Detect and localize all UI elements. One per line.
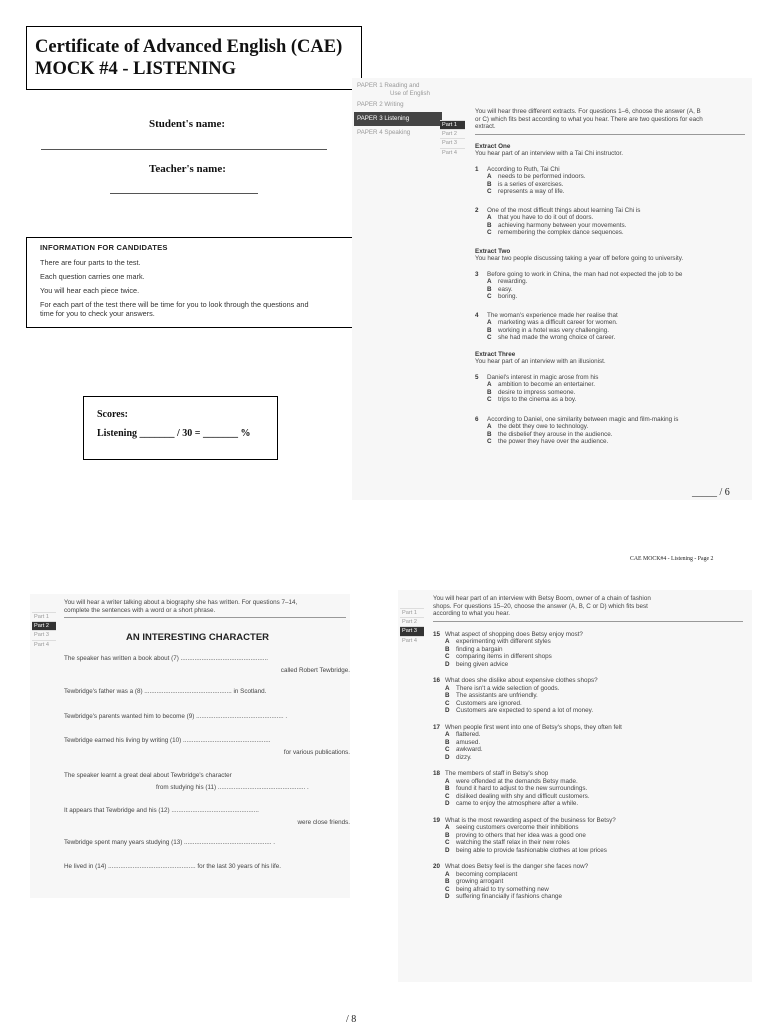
option: C boring. bbox=[487, 293, 518, 300]
question: 16 What does she dislike about expensive clothes shops? bbox=[433, 677, 598, 684]
info-heading: INFORMATION FOR CANDIDATES bbox=[40, 243, 168, 252]
part1-intro: or C) which fits best according to what you hear. There are two questions for each bbox=[475, 115, 703, 123]
sentence-9: Tewbridge's parents wanted him to become (9) .................................................. . bbox=[64, 712, 288, 720]
tab-part-1: Part 1 bbox=[400, 608, 424, 617]
option: B achieving harmony between your movements. bbox=[487, 221, 627, 229]
sentence-7-end: called Robert Tewbridge. bbox=[280, 666, 350, 674]
question: 5 Daniel's interest in magic arose from his bbox=[475, 373, 599, 381]
question: 2 One of the most difficult things about learning Tai Chi is bbox=[475, 206, 641, 214]
option: A There isn't a wide selection of goods. bbox=[445, 684, 560, 692]
sentence-7: The speaker has written a book about (7) .................................................. bbox=[64, 655, 269, 662]
option: B growing arrogant bbox=[445, 878, 504, 885]
option: B amused. bbox=[445, 738, 481, 746]
sentence-10-end: for various publications. bbox=[283, 748, 350, 756]
part2-intro: complete the sentences with a word or a short phrase. bbox=[64, 606, 216, 614]
option: B easy. bbox=[487, 285, 513, 293]
part2-intro: You will hear a writer talking about a biography she has written. For questions 7–14, bbox=[64, 599, 298, 606]
menu-paper-1: PAPER 1 Reading and bbox=[357, 82, 420, 89]
part3-scan bbox=[398, 590, 752, 982]
option: A flattered. bbox=[445, 731, 481, 738]
option: D Customers are expected to spend a lot of money. bbox=[445, 707, 594, 714]
info-line: There are four parts to the test. bbox=[40, 258, 141, 267]
option: A experimenting with different styles bbox=[445, 638, 551, 645]
extract-title: Extract One bbox=[475, 142, 511, 150]
sentence-10: Tewbridge earned his living by writing (10) .................................................. bbox=[64, 737, 271, 744]
divider bbox=[433, 621, 743, 622]
student-name-label: Student's name: bbox=[149, 118, 226, 130]
tab-part-1: Part 1 bbox=[32, 612, 56, 621]
option: C represents a way of life. bbox=[487, 188, 565, 195]
option: B working in a hotel was very challenging. bbox=[487, 326, 609, 334]
info-line: time for you to check your answers. bbox=[40, 309, 155, 318]
tab-part-2: Part 2 bbox=[400, 617, 424, 626]
option: A ambition to become an entertainer. bbox=[487, 381, 595, 388]
part1-intro: extract. bbox=[475, 123, 496, 130]
title-line-1: Certificate of Advanced English (CAE) bbox=[35, 37, 343, 57]
option: D being given advice bbox=[445, 660, 509, 668]
tab-part-2: Part 2 bbox=[440, 129, 465, 138]
question: 15 What aspect of shopping does Betsy enjoy most? bbox=[433, 630, 583, 638]
option: B The assistants are unfriendly. bbox=[445, 692, 538, 699]
sentence-11: The speaker learnt a great deal about Tewbridge's character bbox=[64, 772, 232, 779]
question: 1 According to Ruth, Tai Chi bbox=[475, 165, 560, 173]
option: C watching the staff relax in their new roles bbox=[445, 839, 570, 846]
option: B finding a bargain bbox=[445, 645, 503, 653]
sentence-11-end: from studying his (11) .................................................. . bbox=[156, 783, 309, 791]
question: 6 According to Daniel, one similarity between magic and film-making is bbox=[475, 415, 679, 423]
tab-part-4: Part 4 bbox=[440, 148, 465, 157]
option: D came to enjoy the atmosphere after a while. bbox=[445, 800, 579, 807]
part1-score: _____ / 6 bbox=[692, 487, 730, 498]
option: C Customers are ignored. bbox=[445, 699, 522, 707]
option: C she had made the wrong choice of career. bbox=[487, 334, 616, 341]
menu-paper-1-sub: Use of English bbox=[390, 90, 430, 97]
part3-tabs bbox=[400, 608, 424, 645]
option: A becoming complacent bbox=[445, 870, 518, 878]
extract-desc: You hear part of an interview with an illusionist. bbox=[475, 358, 606, 365]
option: A seeing customers overcome their inhibitions bbox=[445, 824, 579, 831]
part1-scan bbox=[352, 78, 752, 500]
option: C remembering the complex dance sequences. bbox=[487, 229, 624, 236]
info-line: For each part of the test there will be time for you to look through the questions and bbox=[40, 300, 309, 309]
sentence-13: Tewbridge spent many years studying (13) .................................................. . bbox=[64, 839, 276, 846]
tab-part-1: Part 1 bbox=[440, 120, 465, 129]
part1-tabs bbox=[440, 120, 465, 157]
option: C comparing items in different shops bbox=[445, 653, 552, 660]
menu-paper-3: PAPER 3 Listening bbox=[354, 112, 442, 126]
page-footer: CAE MOCK#4 - Listening - Page 2 bbox=[630, 556, 714, 562]
menu-paper-4: PAPER 4 Speaking bbox=[357, 129, 411, 136]
extract-title: Extract Three bbox=[475, 350, 516, 358]
sentence-12: It appears that Tewbridge and his (12) .................................................. bbox=[64, 807, 259, 814]
information-box bbox=[26, 237, 356, 328]
extract-title: Extract Two bbox=[475, 247, 511, 255]
divider bbox=[64, 617, 346, 618]
option: D being able to provide fashionable clothes at low prices bbox=[445, 846, 607, 854]
divider bbox=[475, 134, 745, 135]
scores-label: Scores: bbox=[97, 409, 128, 420]
question: 4 The woman's experience made her realise that bbox=[475, 311, 618, 319]
option: B proving to others that her idea was a good one bbox=[445, 831, 586, 839]
teacher-name-line bbox=[110, 193, 258, 194]
part1-content bbox=[475, 108, 745, 446]
option: B the disbelief they arouse in the audience. bbox=[487, 430, 613, 438]
option: D dizzy. bbox=[445, 753, 472, 761]
title-box bbox=[26, 26, 362, 90]
paper-menu bbox=[354, 80, 442, 140]
option: A the debt they owe to technology. bbox=[487, 423, 589, 430]
score-box bbox=[83, 396, 278, 460]
part3-content bbox=[433, 595, 743, 901]
tab-part-3: Part 3 bbox=[400, 626, 424, 635]
info-line: You will hear each piece twice. bbox=[40, 286, 140, 295]
tab-part-4: Part 4 bbox=[400, 636, 424, 645]
question: 19 What is the most rewarding aspect of the business for Betsy? bbox=[433, 816, 616, 824]
info-line: Each question carries one mark. bbox=[40, 272, 145, 281]
option: C the power they have over the audience. bbox=[487, 438, 609, 445]
option: A were offended at the demands Betsy made. bbox=[445, 777, 578, 785]
option: B is a series of exercises. bbox=[487, 180, 564, 188]
sentence-8: Tewbridge's father was a (8) .................................................. in Scotland. bbox=[64, 688, 267, 695]
option: B desire to impress someone. bbox=[487, 388, 576, 396]
option: C disliked dealing with shy and difficult customers. bbox=[445, 792, 590, 800]
tab-part-3: Part 3 bbox=[440, 138, 465, 147]
part2-scan bbox=[30, 594, 350, 898]
teacher-name-label: Teacher's name: bbox=[149, 163, 226, 175]
student-name-line bbox=[41, 149, 327, 150]
tab-part-2: Part 2 bbox=[32, 621, 56, 630]
option: C being afraid to try something new bbox=[445, 885, 549, 893]
part3-intro: shops. For questions 15–20, choose the answer (A, B, C or D) which fits best bbox=[433, 602, 648, 610]
part2-content bbox=[64, 599, 350, 870]
option: A marketing was a difficult career for women. bbox=[487, 319, 618, 326]
question: 18 The members of staff in Betsy's shop bbox=[433, 770, 549, 777]
listening-score-line: Listening _______ / 30 = _______ % bbox=[97, 428, 251, 439]
sentence-12-end: were close friends. bbox=[297, 818, 350, 826]
part2-tabs bbox=[32, 612, 56, 649]
part3-intro: You will hear part of an interview with Betsy Boom, owner of a chain of fashion bbox=[433, 595, 651, 602]
part2-score: / 8 bbox=[346, 1014, 357, 1025]
tab-part-4: Part 4 bbox=[32, 640, 56, 649]
option: A needs to be performed indoors. bbox=[487, 173, 586, 180]
option: D suffering financially if fashions change bbox=[445, 893, 562, 900]
part1-intro: You will hear three different extracts. For questions 1–6, choose the answer (A, B bbox=[475, 108, 701, 115]
option: A that you have to do it out of doors. bbox=[487, 214, 594, 221]
part3-intro: according to what you hear. bbox=[433, 610, 511, 617]
extract-desc: You hear part of an interview with a Tai Chi instructor. bbox=[475, 150, 624, 157]
title-line-2: MOCK #4 - LISTENING bbox=[35, 59, 236, 79]
extract-desc: You hear two people discussing taking a year off before going to university. bbox=[475, 255, 684, 262]
tab-part-3: Part 3 bbox=[32, 630, 56, 639]
question: 3 Before going to work in China, the man had not expected the job to be bbox=[475, 270, 683, 278]
option: C trips to the cinema as a boy. bbox=[487, 396, 577, 403]
option: B found it hard to adjust to the new surroundings. bbox=[445, 785, 588, 792]
menu-paper-2: PAPER 2 Writing bbox=[357, 101, 404, 108]
option: C awkward. bbox=[445, 746, 483, 753]
question: 17 When people first went into one of Betsy's shops, they often felt bbox=[433, 723, 622, 731]
sentence-14: He lived in (14) .................................................. for the last 30 years of his life. bbox=[64, 862, 281, 870]
option: A rewarding. bbox=[487, 278, 528, 285]
question: 20 What does Betsy feel is the danger she faces now? bbox=[433, 863, 589, 870]
part2-title: AN INTERESTING CHARACTER bbox=[126, 632, 270, 643]
